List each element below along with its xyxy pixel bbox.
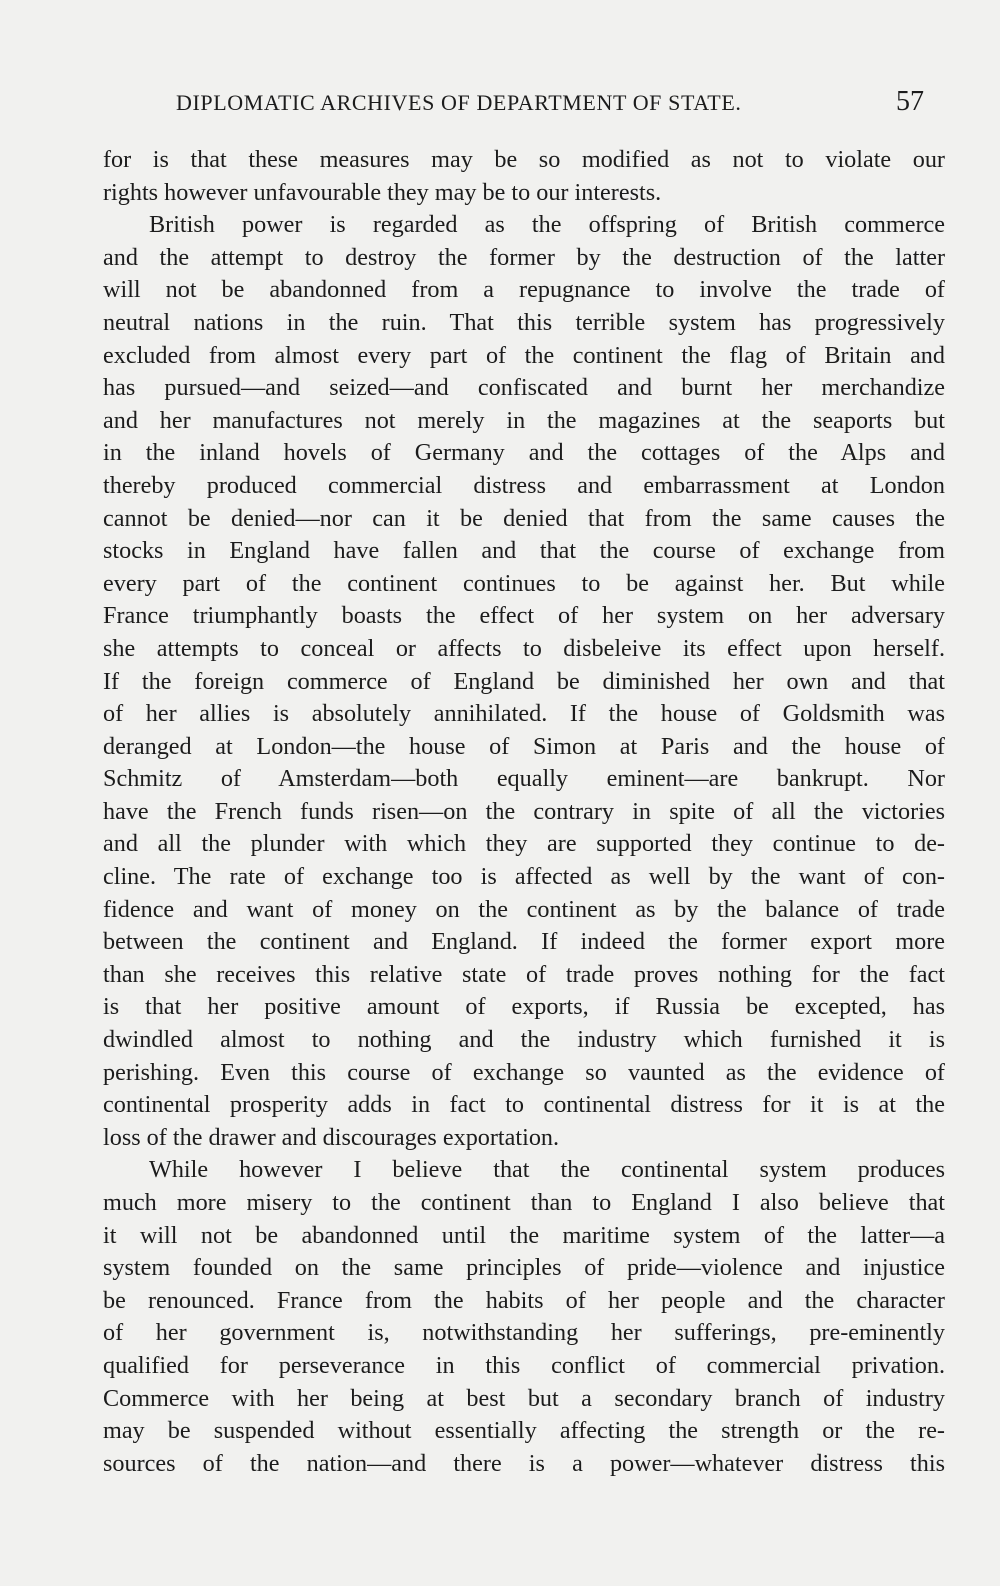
text-line: is that her positive amount of exports, if Russia be excepted, has	[103, 993, 945, 1021]
text-line: system founded on the same principles of pride—violence and injustice	[103, 1254, 945, 1282]
running-head: DIPLOMATIC ARCHIVES OF DEPARTMENT OF STATE.	[176, 90, 742, 115]
text-line: British power is regarded as the offspring of British commerce	[149, 211, 945, 239]
page-number: 57	[896, 86, 924, 117]
text-line: between the continent and England. If indeed the former export more	[103, 928, 945, 956]
text-line: If the foreign commerce of England be diminished her own and that	[103, 667, 945, 695]
text-line: and all the plunder with which they are supported they continue to de-	[103, 830, 945, 858]
text-line: may be suspended without essentially affecting the strength or the re-	[103, 1417, 945, 1445]
text-line: than she receives this relative state of trade proves nothing for the fact	[103, 960, 945, 988]
text-line: and her manufactures not merely in the magazines at the seaports but	[103, 406, 945, 434]
text-line: Schmitz of Amsterdam—both equally eminent—are bankrupt. Nor	[103, 765, 945, 793]
text-line: and the attempt to destroy the former by the destruction of the latter	[103, 243, 945, 271]
text-line: excluded from almost every part of the continent the flag of Britain and	[103, 341, 945, 369]
text-line: every part of the continent continues to be against her. But while	[103, 569, 945, 597]
text-line: will not be abandonned from a repugnance to involve the trade of	[103, 276, 945, 304]
text-line: cline. The rate of exchange too is affected as well by the want of con-	[103, 863, 945, 891]
text-line: of her allies is absolutely annihilated. If the house of Goldsmith was	[103, 700, 945, 728]
text-line: loss of the drawer and discourages exportation.	[103, 1123, 560, 1151]
text-line: she attempts to conceal or affects to disbeleive its effect upon herself.	[103, 634, 945, 662]
text-line: perishing. Even this course of exchange so vaunted as the evidence of	[103, 1058, 945, 1086]
text-line: deranged at London—the house of Simon at Paris and the house of	[103, 732, 945, 760]
text-line: thereby produced commercial distress and embarrassment at London	[103, 471, 945, 499]
text-line: continental prosperity adds in fact to continental distress for it is at the	[103, 1091, 945, 1119]
text-line: it will not be abandonned until the maritime system of the latter—a	[103, 1221, 945, 1249]
text-line: sources of the nation—and there is a power—whatever distress this	[103, 1449, 945, 1477]
text-line: While however I believe that the continental system produces	[149, 1156, 945, 1184]
text-line: France triumphantly boasts the effect of her system on her adversary	[103, 602, 945, 630]
text-line: be renounced. France from the habits of her people and the character	[103, 1286, 945, 1314]
text-line: dwindled almost to nothing and the industry which furnished it is	[103, 1026, 945, 1054]
text-line: of her government is, notwithstanding her sufferings, pre-eminently	[103, 1319, 945, 1347]
text-line: stocks in England have fallen and that the course of exchange from	[103, 537, 945, 565]
text-line: have the French funds risen—on the contrary in spite of all the victories	[103, 797, 945, 825]
text-line: much more misery to the continent than to England I also believe that	[103, 1189, 945, 1216]
text-line: has pursued—and seized—and confiscated and burnt her merchandize	[103, 374, 945, 402]
body-text	[103, 144, 945, 1480]
text-line: cannot be denied—nor can it be denied that from the same causes the	[103, 504, 945, 532]
text-line: in the inland hovels of Germany and the cottages of the Alps and	[103, 439, 945, 467]
text-line: Commerce with her being at best but a secondary branch of industry	[103, 1384, 945, 1412]
text-line: neutral nations in the ruin. That this terrible system has progressively	[103, 308, 945, 336]
text-line: fidence and want of money on the continent as by the balance of trade	[103, 895, 945, 923]
text-line: qualified for perseverance in this conflict of commercial privation.	[103, 1351, 945, 1379]
text-line: for is that these measures may be so modified as not to violate our	[103, 146, 945, 173]
page-header	[176, 86, 960, 126]
text-line: rights however unfavourable they may be to our interests.	[103, 178, 662, 206]
